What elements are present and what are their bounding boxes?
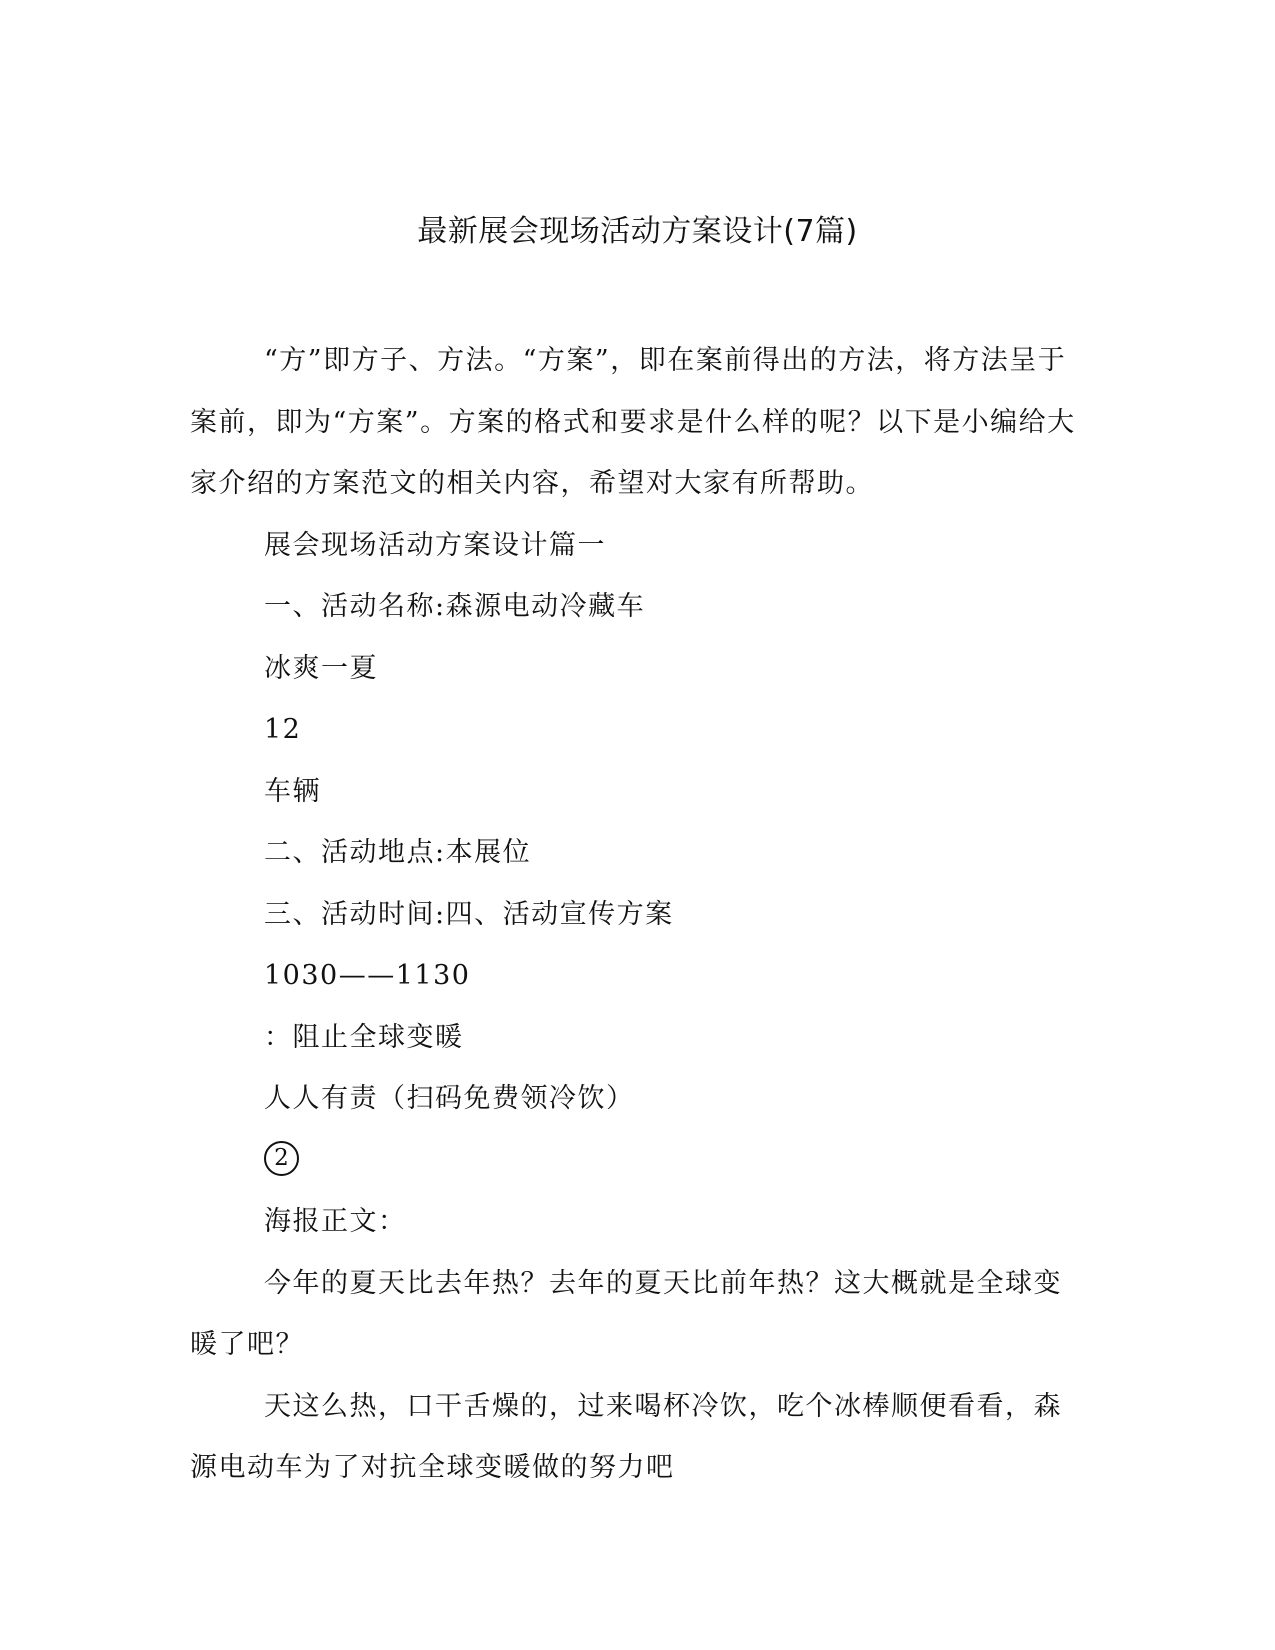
document-title: 最新展会现场活动方案设计(7篇) <box>417 214 858 249</box>
closing-paragraph-1: 今年的夏天比去年热？去年的夏天比前年热？这大概就是全球变暖了吧？ <box>190 1267 1062 1360</box>
theme-line: ：阻止全球变暖 <box>264 1021 464 1053</box>
activity-slogan-line: 冰爽一夏 <box>264 652 378 684</box>
vehicle-line: 车辆 <box>264 775 321 807</box>
intro-paragraph: “方”即方子、方法。“方案”，即在案前得出的方法，将方法呈于案前，即为“方案”。方案的格式和要求是什么样的呢？以下是小编给大家介绍的方案范文的相关内容，希望对大家有所帮助。 <box>190 345 1076 499</box>
section-heading: 展会现场活动方案设计篇一 <box>264 529 606 561</box>
responsibility-line: 人人有责（扫码免费领冷饮） <box>264 1083 635 1114</box>
time-range-line: 1030——1130 <box>264 960 471 991</box>
activity-time-line: 三、活动时间:四、活动宣传方案 <box>264 898 674 930</box>
number-line: 12 <box>264 714 302 745</box>
circled-number: 2 <box>264 1141 299 1176</box>
activity-name-line: 一、活动名称:森源电动冷藏车 <box>264 591 646 622</box>
closing-paragraph-2: 天这么热，口干舌燥的，过来喝杯冷饮，吃个冰棒顺便看看，森源电动车为了对抗全球变暖做的努力吧 <box>190 1390 1062 1483</box>
poster-label: 海报正文： <box>264 1206 407 1237</box>
activity-location-line: 二、活动地点:本展位 <box>264 837 532 868</box>
circled-number-line <box>190 1130 1090 1192</box>
document-body <box>190 330 1090 1499</box>
